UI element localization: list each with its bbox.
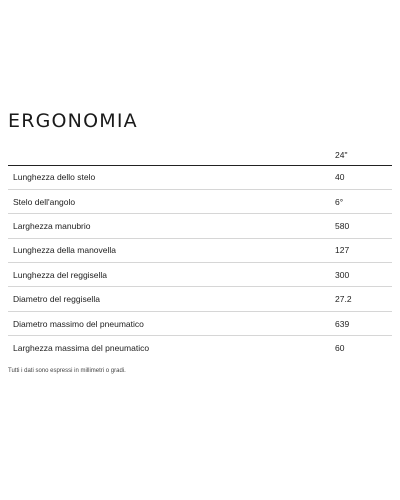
- table-row: [8, 263, 392, 287]
- table-row: [8, 189, 392, 213]
- row-value: 639: [335, 318, 350, 329]
- geometry-table: [8, 146, 392, 360]
- row-label: Lunghezza dello stelo: [13, 172, 96, 183]
- table-row: [8, 311, 392, 335]
- row-value: 580: [335, 220, 350, 231]
- ergonomics-section: [8, 108, 392, 354]
- table-row: [8, 287, 392, 311]
- row-label: Diametro massimo del pneumatico: [13, 318, 144, 329]
- units-footnote: Tutti i dati sono espressi in millimetri o gradi.: [8, 368, 126, 374]
- table-row: [8, 165, 392, 189]
- section-title: ERGONOMIA: [8, 110, 138, 132]
- row-value: 300: [335, 269, 350, 280]
- row-label: Diametro del reggisella: [13, 294, 100, 305]
- row-value: 60: [335, 343, 345, 354]
- row-value: 6°: [335, 196, 344, 207]
- row-label: Stelo dell'angolo: [13, 196, 76, 207]
- row-label: Lunghezza della manovella: [13, 245, 117, 256]
- table-row: [8, 214, 392, 238]
- row-label: Lunghezza del reggisella: [13, 269, 108, 280]
- row-value: 127: [335, 245, 350, 256]
- row-label: Larghezza manubrio: [13, 220, 91, 231]
- header-size: 24": [335, 150, 348, 161]
- row-value: 40: [335, 172, 345, 183]
- table-header-row: [8, 146, 392, 165]
- table-row: [8, 238, 392, 262]
- table-row: [8, 336, 392, 360]
- row-label: Larghezza massima del pneumatico: [13, 343, 150, 354]
- header-label: [8, 146, 331, 165]
- row-value: 27.2: [335, 294, 352, 305]
